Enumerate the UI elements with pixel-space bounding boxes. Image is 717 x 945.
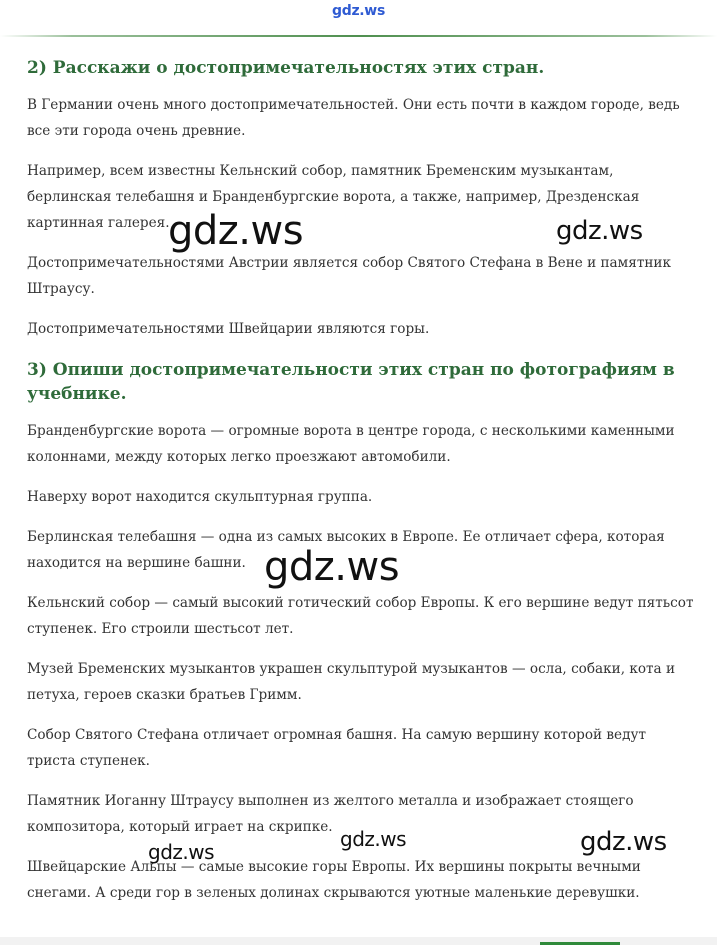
paragraph: Бранденбургские ворота — огромные ворота в центре города, с несколькими каменными колоннами, между которых легко проезжают автомобили. xyxy=(27,423,675,465)
paragraph: Наверху ворот находится скульптурная группа. xyxy=(27,489,373,505)
paragraph: Кельнский собор — самый высокий готический собор Европы. К его вершине ведут пятьсот ступенек. Его строили шестьсот лет. xyxy=(27,595,694,637)
paragraph: Достопримечательностями Австрии является собор Святого Стефана в Вене и памятник Штраусу. xyxy=(27,255,671,297)
article-content xyxy=(27,56,695,920)
watermark: gdz.ws xyxy=(340,827,407,851)
paragraph: Например, всем известны Кельнский собор, памятник Бременским музыкантам, берлинская телебашня и Бранденбургские ворота, а также, например, Дрезденская картинная галерея. xyxy=(27,163,640,231)
watermark: gdz.ws xyxy=(168,208,304,254)
paragraph: Швейцарские Альпы — самые высокие горы Европы. Их вершины покрыты вечными снегами. А среди гор в зеленых долинах скрываются уютные маленькие деревушки. xyxy=(27,859,641,901)
watermark: gdz.ws xyxy=(556,216,643,246)
paragraph: Музей Бременских музыкантов украшен скульптурой музыкантов — осла, собаки, кота и петуха, героев сказки братьев Гримм. xyxy=(27,661,676,703)
header-divider xyxy=(0,35,717,37)
watermark: gdz.ws xyxy=(148,840,215,864)
section-attractions xyxy=(27,56,695,342)
paragraph: В Германии очень много достопримечательностей. Они есть почти в каждом городе, ведь все эти города очень древние. xyxy=(27,97,680,139)
section-photo-descriptions xyxy=(27,358,695,906)
paragraph: Собор Святого Стефана отличает огромная башня. На самую вершину которой ведут триста ступенек. xyxy=(27,727,646,769)
watermark: gdz.ws xyxy=(264,544,400,590)
section-heading: 3) Опиши достопримечательности этих стран по фотографиям в учебнике. xyxy=(27,360,675,404)
paragraph: Памятник Иоганну Штраусу выполнен из желтого металла и изображает стоящего композитора, который играет на скрипке. xyxy=(27,793,634,835)
site-logo[interactable]: gdz.ws xyxy=(332,3,385,19)
paragraph: Достопримечательностями Швейцарии являются горы. xyxy=(27,321,430,337)
watermark: gdz.ws xyxy=(580,827,667,857)
section-heading: 2) Расскажи о достопримечательностях этих стран. xyxy=(27,58,545,78)
paragraph: Берлинская телебашня — одна из самых высоких в Европе. Ее отличает сфера, которая находится на вершине башни. xyxy=(27,529,665,571)
